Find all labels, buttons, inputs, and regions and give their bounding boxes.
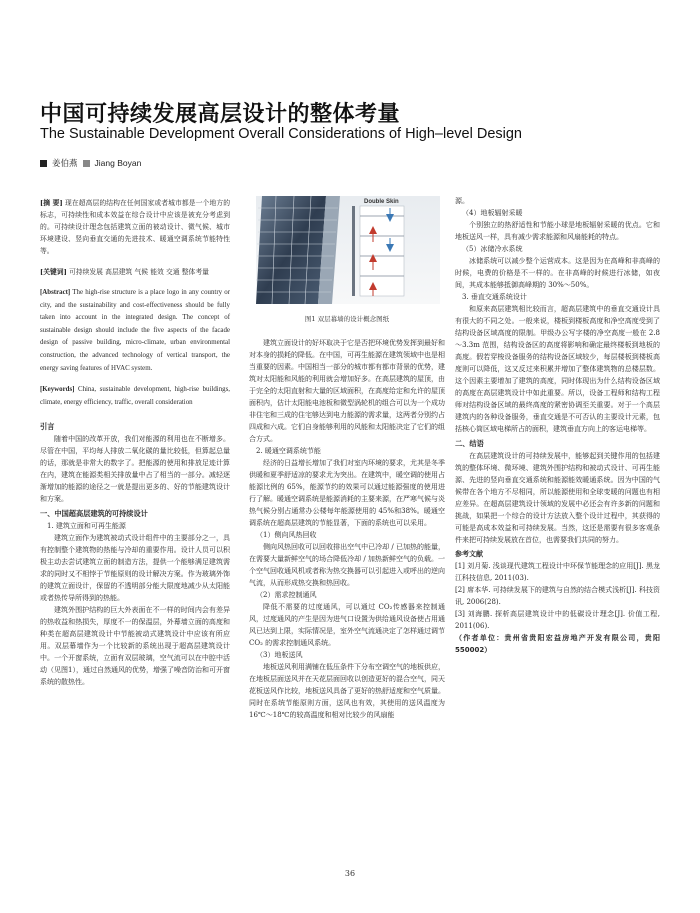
- sub-heading: （2）需求控制通风: [256, 591, 317, 599]
- section-heading: 引言: [40, 422, 55, 432]
- column-right: [455, 195, 660, 656]
- references-heading: 参考文献: [455, 550, 483, 558]
- article-title-cn: 中国可持续发展高层设计的整体考量: [40, 102, 401, 127]
- sub-heading: 1. 建筑立面和可再生能源: [47, 522, 126, 531]
- paragraph: 建筑立面作为建筑被动式设计组件中的主要部分之一，具有控制整个建筑物的热能与冷却的重要作用。设计人员可以积极主动去尝试建筑立面的制造方法，提供一个能够满足建筑需求的同时又不相悖于节能原则的设计解决方案。作为玻璃外饰的建筑立面设计，保留的不透明部分能大限度地减少从太阳能或者热传导所得到的热能。: [40, 534, 230, 603]
- author-marker-icon: [40, 160, 47, 167]
- paragraph: 和原来高层建筑相比较而言，超高层建筑中的垂直交通设计具有很大的不同之处。一般来说，楼板到楼板高度和净空高度受到了结构设备区域高度的限制。甲级办公写字楼的净空高度一般在 2.8～3.3m 范围，结构设备区的高度将影响和确定最终楼板到地板的高度。假若穿梭设备服务的结构设备区域较少，每层楼板到楼板高度则可以降低，这又反过来积累并增加了整体建筑物的总楼层数。这个因素主要增加了建筑的高度，同时体现出为什么结构设备区域的高度在高层建筑设计中如此重要。所以，设备工程师和结构工程师对结构设备区域的最终高度的紧密协调至关重要。对于一个高层建筑内的各种设备服务，垂直交通是不可否认的主要设计元素，包括核心筒区域电梯所占的面积，建筑垂直方向上的客运电梯等。: [455, 305, 660, 433]
- sub-heading: （3）地板送风: [256, 651, 303, 659]
- reference-item: [3] 刘海鹏. 探析高层建筑设计中的低碳设计理念[J]. 价值工程, 2011(06).: [455, 610, 660, 630]
- author-affiliation: （作者单位：贵州省贵阳宏益房地产开发有限公司，贵阳 550002）: [455, 634, 660, 654]
- author-line: [40, 157, 141, 169]
- paragraph: 经济的日益增长增加了我们对室内环境的要求，尤其是冬季供暖和夏季舒适凉的要求尤为突出。在建筑中，暖空调的使用占能源比例的 65%，能源节约的效果可以通过能源强度的使用进行了解。暖通空调系统是能源消耗的主要来源，在严寒气候与炎热气候分别占通常办公楼每年能源使用的 45%和38%。暖通空调系统在超高层建筑的节能显著，下面的系统也可以采用。: [249, 459, 445, 527]
- paragraph: 地板送风利用满铺在低压条件下分布空调空气的地板供应，在地板层面送风并在天花层面回收以创造更好的混合空气，同天花板送风作比较，地板送风具备了更好的热舒适度和空气质量。同时在系统节能原则方面，送风也有效，其使用的送风温度为 16℃～18℃的较高温度和相对比较少的风扇能: [249, 663, 445, 719]
- abstract-en: [Abstract] The high-rise structure is a place logo in any country or city, and the sustainability and cost-effectiveness should be fully taken into account in the integrated design. The concept of sustainable design should include the five aspects of the facade design of passive building, micro-climate, urban environmental construction, the advanced technology of vertical transport, the energy saving features of HVAC system.: [40, 289, 230, 372]
- paragraph: 在高层建筑设计的可持续发展中，能够起到关键作用的包括建筑的整体环境、微环境、建筑外围护结构和被动式设计、可再生能源、先进的竖向垂直交通系统和能源能效暖通系统。因为中国的气候带在各个地方不尽相同，所以能源使用和全球变暖的问题也有相应差异。在超高层建筑设计领域的发展中必还会有许多新的问题和挑战，如果把一个综合的设计方法放入整个设计过程中，其获得的可能是高成本效益和可持续发展。当然，这还是需要有很多客观条件来把可持续发展放在首位，也需要我们共同的努力。: [455, 452, 660, 544]
- reference-item: [2] 席本华. 可持续发展下的建筑与自然的结合模式浅析[J]. 科技资讯, 2006(28).: [455, 586, 660, 606]
- double-skin-illustration: [256, 196, 440, 304]
- author-cn: 姜伯燕: [52, 159, 78, 169]
- article-title-en: The Sustainable Development Overall Considerations of High–level Design: [40, 126, 522, 142]
- keywords-cn: [关键词] 可持续发展 高层建筑 气候 能效 交通 整体考量: [40, 268, 209, 276]
- author-en: Jiang Boyan: [94, 158, 142, 168]
- figure-label: Double Skin: [364, 199, 399, 205]
- section-heading: 一、中国超高层建筑的可持续设计: [40, 509, 148, 519]
- paragraph: 建筑立面设计的好坏取决于它是否把环境优势发挥到最好和对本身的损耗的降低。在中国，可再生能源在建筑领域中也是相当重要的因素。中国相当一部分的城市都有都市背景的优势，建筑对太阳能和风能的利用就会增加好多。在高层建筑的屋顶，由于完全的太阳直射和大量的区域面积，在高度给定和允许的屋顶面积内，估计太阳能电池板和微型涡轮机的组合可以为一个成功非住宅和三成的住宅够达到电力能源的需求量，这两者分别约占四成和六成。它们自身能够利用的风能和太阳能决定了它们的组合方式。: [249, 339, 445, 443]
- paragraph: 侧向风热回收可以回收排出空气中已冷却 / 已加热的能量，在需要大量新鲜空气的场合降低冷却 / 加热新鲜空气的负载。一个空气回收通风机或者称为热交换器可以引起进入或呼出的逆向气流，从而形成热交换和热回收。: [249, 543, 445, 587]
- paragraph: 随着中国的改革开放，我们对能源的利用也在不断增多。尽管在中国，平均每人排放二氧化碳的量比较低，但算起总量的话，那就是非常大的数字了。把能源的使用和排放足迹计算在内，建筑在能源类相关排放量中占了相当的一部分。减轻逐渐增加的能源的途径之一就是提出更多的、好的节能建筑设计和方案。: [40, 435, 230, 504]
- keywords-en: [Keywords] China, sustainable development, high-rise buildings, climate, energy efficiency, traffic, overall consideration: [40, 386, 230, 406]
- sub-heading: 2. 暖通空调系统节能: [256, 447, 321, 455]
- sub-heading: （5）冰储冷水系统: [462, 245, 523, 253]
- page-number: 36: [344, 869, 356, 878]
- reference-item: [1] 刘月菊. 浅谈现代建筑工程设计中环保节能理念的应用[J]. 黑龙江科技信息, 2011(03).: [455, 562, 660, 582]
- body-left: [40, 421, 230, 688]
- abstract-cn: [摘 要] 现在超高层的结构在任何国家或者城市都是一个地方的标志，可持续性和成本效益在综合设计中应该是被充分考虑到的。可持续设计理念包括建筑立面的被动设计、微气候、城市环境建设、竖向垂直交通的先进技术、暖通空调系统节能特性等。: [40, 199, 230, 255]
- figure-double-skin: [256, 196, 440, 304]
- author-marker-icon: [83, 160, 90, 167]
- column-left: [40, 197, 230, 688]
- sub-heading: 3. 垂直交通系统设计: [462, 293, 527, 301]
- paragraph: 建筑外围护结构的巨大外表面在不一样的时间内会有差异的热收益和热损失，厚度不一的保温层，外幕墙立面的高度和种类在超高层建筑设计中节能被动式建筑设计中应该有所应用。双层幕墙作为一个比较新的系统出现于超高层建筑设计中。一个开窗系统，立面有双层玻璃，空气流可以在中腔中活动（见图1），通过自然通风的优势，增强了噪音防治和可开窗系统的散热性。: [40, 606, 230, 687]
- figure-caption: 图1 双层幕墙的设计概念图纸: [304, 315, 390, 323]
- paragraph: 个别独立的热舒适性和节能小球是地板辐射采暖的优点。它和地板送风一样，具有减少需求能源和风扇能耗的特点。: [455, 221, 660, 241]
- column-middle: [249, 337, 445, 721]
- sub-heading: （4）地板辐射采暖: [462, 209, 523, 217]
- paragraph-continuation: 源。: [455, 197, 469, 205]
- section-heading: 二、结语: [455, 439, 484, 448]
- sub-heading: （1）侧向风热回收: [256, 531, 317, 539]
- paragraph: 降低不需要的过度通风，可以通过 CO₂传感器来控制通风，过度通风的产生是因为进气口设置为供给通风设备使占用通风已达到上限，实际情况是，室外空气流通决定了怎样通过调节 CO₂ 的需求控制通风系统。: [249, 603, 445, 647]
- paragraph: 冰储系统可以减少整个运营成本。这是因为在高峰和非高峰的时候，电费的价格是不一样的。在非高峰的时候进行冰储，如夜间，其成本能够抵御高峰期的 30%～50%。: [455, 257, 660, 289]
